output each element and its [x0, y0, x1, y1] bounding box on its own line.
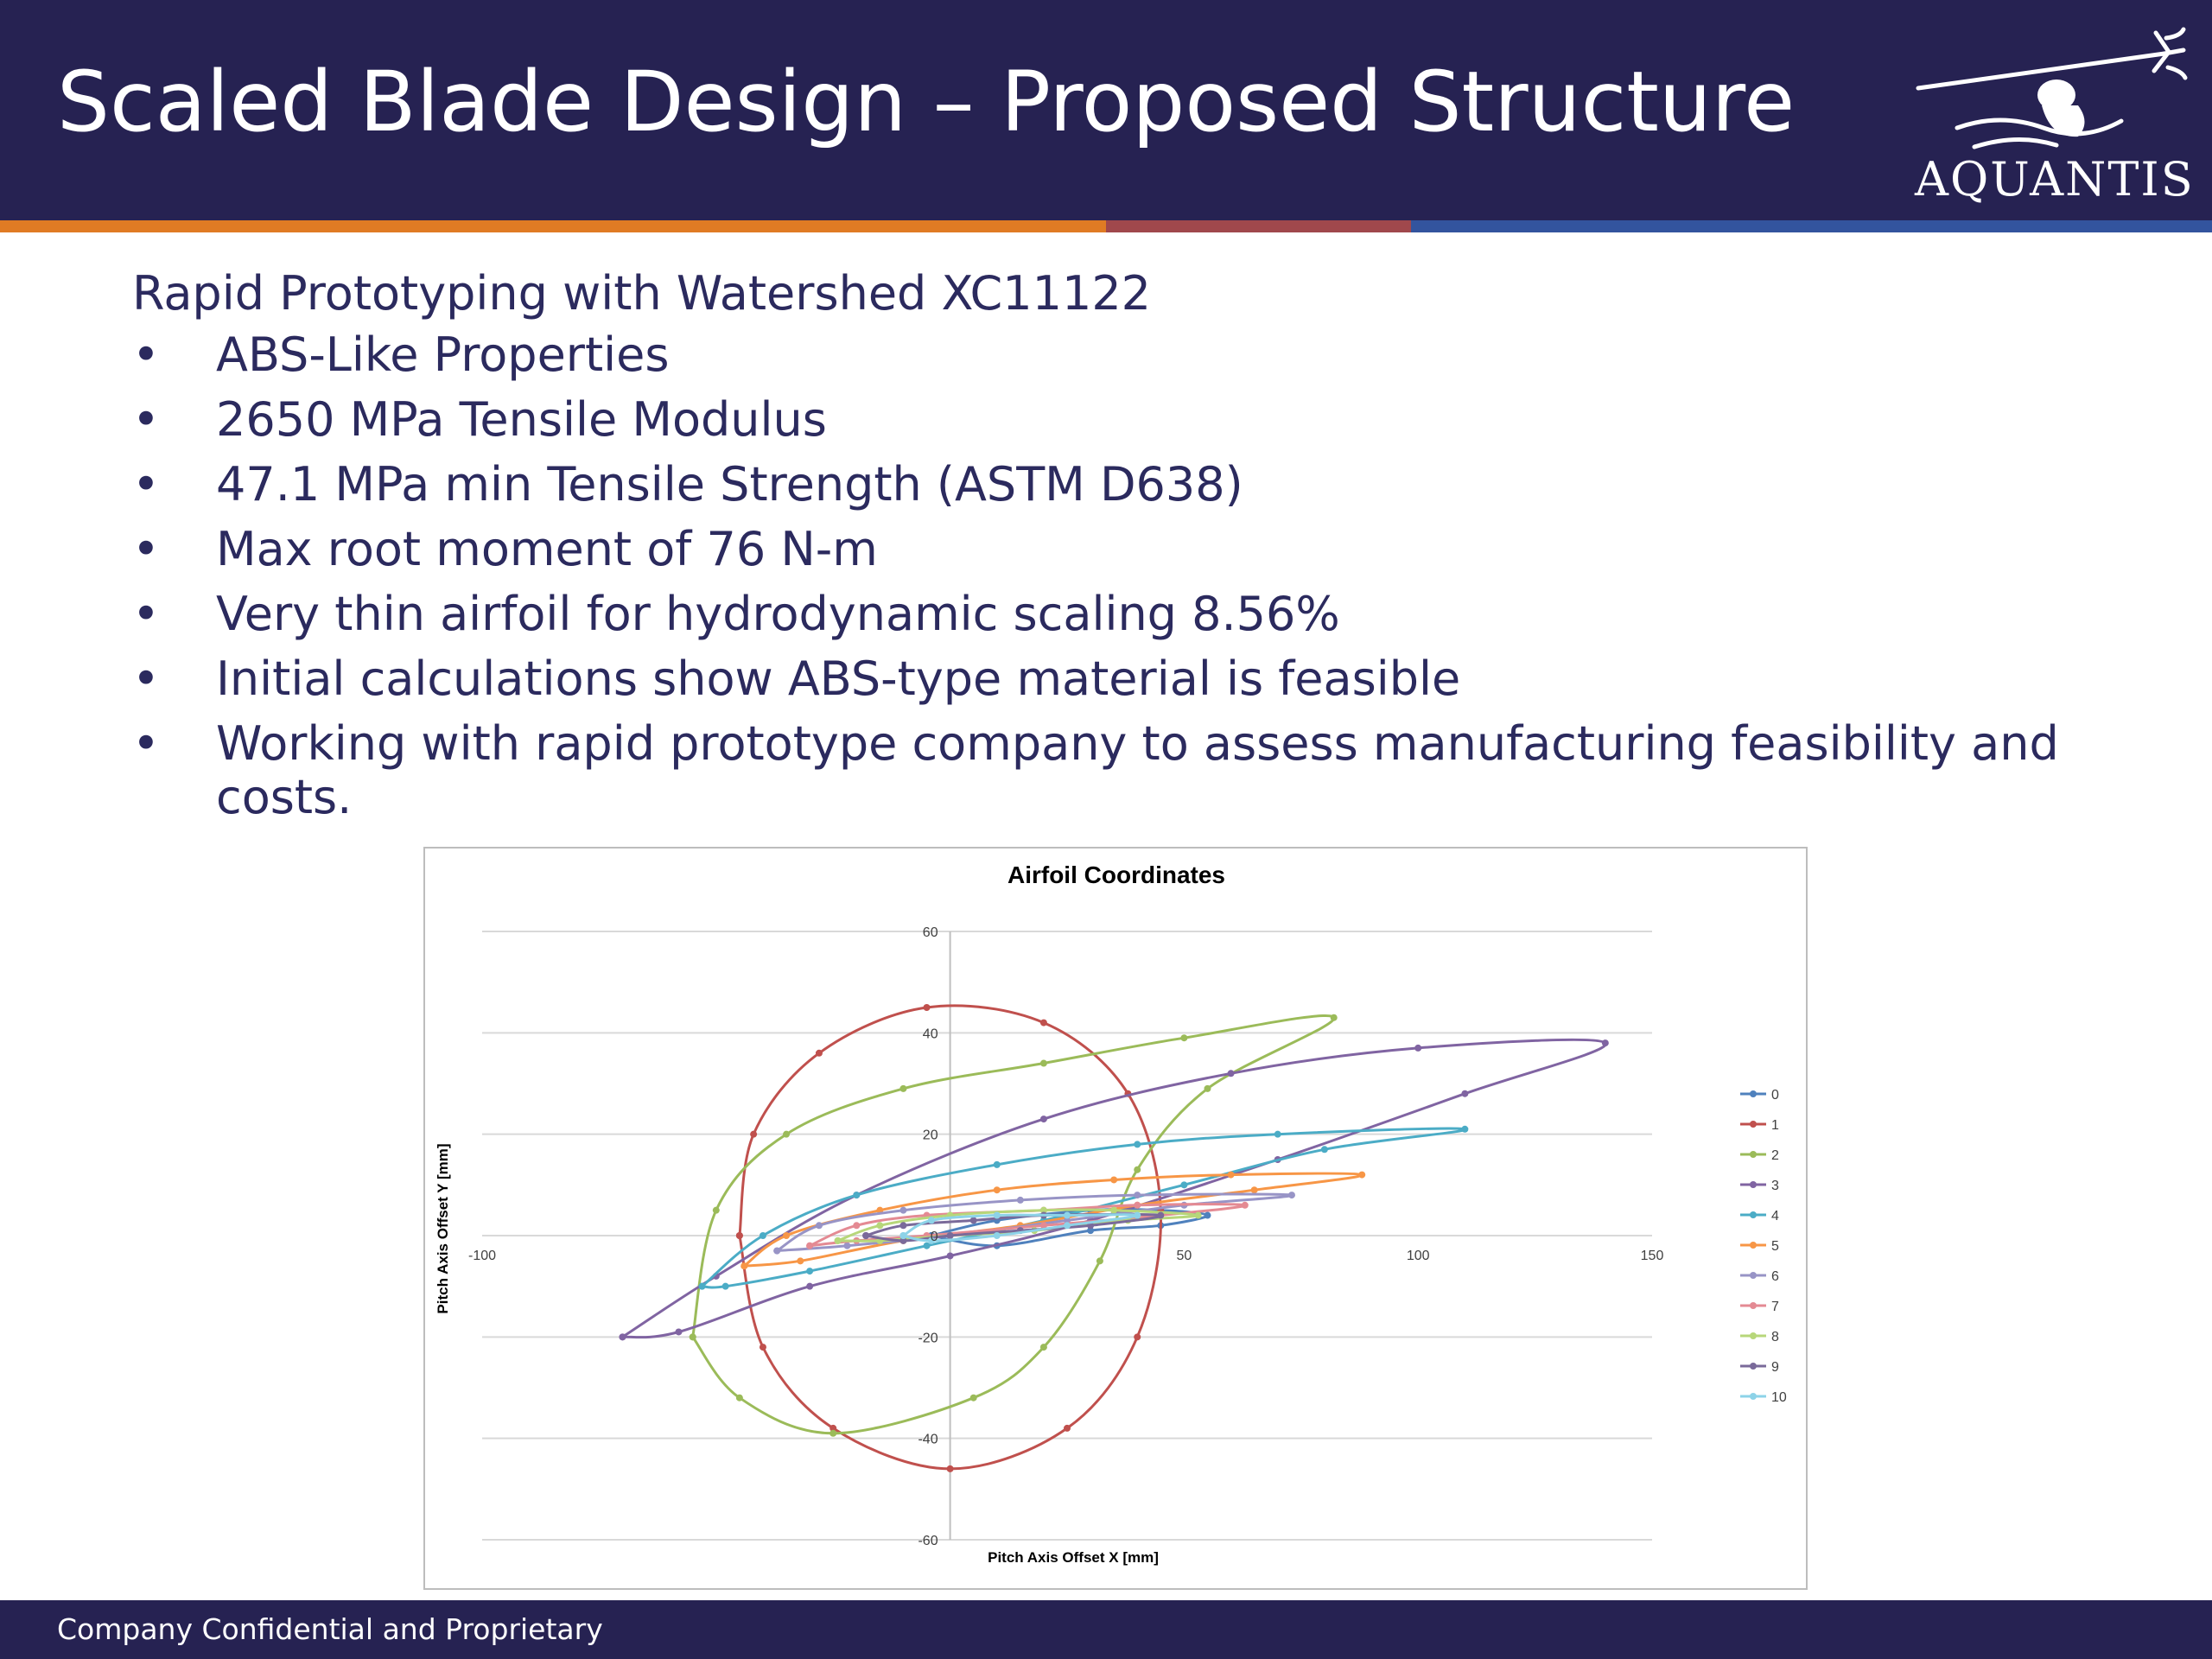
data-point	[760, 1344, 766, 1351]
data-point	[1602, 1039, 1609, 1046]
legend-label: 7	[1771, 1300, 1779, 1314]
data-point	[1096, 1257, 1103, 1264]
data-point	[899, 1232, 906, 1239]
data-point	[797, 1257, 804, 1264]
x-tick-label: -100	[467, 1249, 497, 1263]
y-tick-label: 0	[930, 1230, 938, 1244]
data-point	[783, 1232, 790, 1239]
legend-label: 10	[1771, 1390, 1787, 1405]
legend-label: 6	[1771, 1269, 1779, 1284]
series-3	[619, 1039, 1608, 1340]
x-tick-label: 150	[1640, 1249, 1664, 1263]
bullet-item: • Initial calculations show ABS-type material is feasible	[132, 652, 2120, 706]
y-tick-label: -20	[918, 1331, 938, 1346]
data-point	[1461, 1090, 1468, 1097]
legend-marker	[1750, 1090, 1757, 1097]
data-point	[1134, 1192, 1141, 1198]
data-point	[947, 1232, 954, 1239]
data-point	[1331, 1014, 1338, 1021]
data-point	[1040, 1020, 1047, 1027]
bullet-item: • Working with rapid prototype company to assess manufacturing feasibility and costs.	[132, 717, 2100, 824]
data-point	[853, 1192, 860, 1198]
data-point	[994, 1186, 1001, 1193]
data-point	[675, 1328, 682, 1335]
y-tick-label: 20	[922, 1128, 938, 1143]
chart-title: Airfoil Coordinates	[1007, 861, 1226, 888]
data-point	[1242, 1202, 1249, 1209]
bullet-item: • 2650 MPa Tensile Modulus	[132, 393, 2120, 447]
data-point	[690, 1333, 696, 1340]
data-point	[816, 1050, 823, 1057]
data-point	[1228, 1172, 1235, 1179]
y-tick-label: -40	[918, 1432, 938, 1447]
header-stripe-blue	[1411, 220, 2212, 232]
legend-marker	[1750, 1181, 1757, 1188]
data-point	[1288, 1192, 1295, 1198]
legend-marker	[1750, 1121, 1757, 1128]
data-point	[1134, 1202, 1141, 1209]
data-point	[994, 1161, 1001, 1168]
legend-marker	[1750, 1211, 1757, 1218]
data-point	[1157, 1212, 1164, 1219]
legend-marker	[1750, 1332, 1757, 1339]
data-point	[722, 1283, 729, 1290]
data-point	[1064, 1212, 1071, 1219]
x-tick-label: 100	[1406, 1249, 1430, 1263]
data-point	[1064, 1222, 1071, 1229]
data-point	[1204, 1212, 1211, 1219]
data-point	[741, 1262, 747, 1269]
data-point	[783, 1131, 790, 1138]
airfoil-chart	[423, 847, 1808, 1590]
data-point	[928, 1217, 935, 1224]
logo-text: AQUANTIS	[1915, 152, 2195, 207]
data-point	[899, 1085, 906, 1092]
data-point	[924, 1004, 931, 1011]
series-line	[623, 1039, 1606, 1337]
data-point	[1228, 1070, 1235, 1077]
data-point	[736, 1395, 743, 1402]
chart-x-axis-label: Pitch Axis Offset X [mm]	[988, 1549, 1159, 1566]
bullet-item: • Very thin airfoil for hydrodynamic scaling 8.56%	[132, 588, 2120, 641]
bullet-item: • 47.1 MPa min Tensile Strength (ASTM D638)	[132, 458, 2120, 512]
data-point	[899, 1207, 906, 1214]
data-point	[699, 1283, 706, 1290]
data-point	[1040, 1116, 1047, 1122]
slide-title: Scaled Blade Design – Proposed Structure	[57, 54, 1796, 150]
legend-label: 4	[1771, 1209, 1779, 1224]
data-point	[736, 1232, 743, 1239]
data-point	[899, 1222, 906, 1229]
chart-ticks	[468, 925, 1663, 1548]
data-point	[1134, 1141, 1141, 1147]
data-point	[760, 1232, 766, 1239]
data-point	[1040, 1060, 1047, 1067]
data-point	[994, 1212, 1001, 1219]
legend-label: 1	[1771, 1118, 1779, 1133]
slide-footer	[0, 1600, 2212, 1659]
data-point	[1274, 1131, 1281, 1138]
data-point	[876, 1222, 883, 1229]
chart-y-axis-label: Pitch Axis Offset Y [mm]	[435, 1143, 451, 1314]
data-point	[1414, 1045, 1421, 1052]
legend-marker	[1750, 1242, 1757, 1249]
data-point	[619, 1333, 626, 1340]
data-point	[1110, 1207, 1117, 1214]
y-tick-label: -60	[918, 1534, 938, 1548]
data-point	[970, 1217, 977, 1224]
legend-marker	[1750, 1393, 1757, 1400]
data-point	[853, 1222, 860, 1229]
data-point	[1180, 1181, 1187, 1188]
header-stripe-orange	[0, 220, 1106, 232]
y-tick-label: 40	[922, 1027, 938, 1042]
legend-marker	[1750, 1151, 1757, 1158]
data-point	[994, 1232, 1001, 1239]
data-point	[1134, 1212, 1141, 1219]
legend-marker	[1750, 1302, 1757, 1309]
legend-label: 0	[1771, 1088, 1779, 1103]
data-point	[1017, 1197, 1024, 1204]
bullet-list	[132, 328, 2120, 824]
legend-label: 8	[1771, 1330, 1779, 1344]
series-line	[693, 1015, 1334, 1433]
data-point	[1110, 1176, 1117, 1183]
data-point	[1064, 1425, 1071, 1432]
data-point	[843, 1243, 850, 1249]
data-point	[835, 1237, 842, 1244]
legend-marker	[1750, 1272, 1757, 1279]
data-point	[1180, 1034, 1187, 1041]
chart-series	[619, 1004, 1608, 1472]
data-point	[924, 1243, 931, 1249]
data-point	[750, 1131, 757, 1138]
slide-header	[0, 0, 2212, 220]
data-point	[970, 1395, 977, 1402]
data-point	[806, 1268, 813, 1274]
data-point	[806, 1243, 813, 1249]
y-tick-label: 60	[922, 925, 938, 940]
legend-label: 9	[1771, 1360, 1779, 1375]
bullet-item: • Max root moment of 76 N-m	[132, 523, 2120, 576]
data-point	[1204, 1085, 1211, 1092]
data-point	[806, 1283, 813, 1290]
header-stripe-red	[1106, 220, 1411, 232]
x-tick-label: 50	[1176, 1249, 1192, 1263]
data-point	[862, 1232, 869, 1239]
data-point	[947, 1465, 954, 1472]
legend-label: 2	[1771, 1148, 1779, 1163]
data-point	[1040, 1344, 1047, 1351]
data-point	[1321, 1146, 1328, 1153]
bullet-item: • ABS-Like Properties	[132, 328, 2120, 382]
intro-line: Rapid Prototyping with Watershed XC11122	[132, 266, 1152, 321]
data-point	[1461, 1126, 1468, 1133]
data-point	[1134, 1333, 1141, 1340]
airfoil-chart-svg	[425, 849, 1806, 1588]
data-point	[816, 1222, 823, 1229]
data-point	[1195, 1212, 1202, 1219]
data-point	[1251, 1186, 1258, 1193]
legend-label: 3	[1771, 1179, 1779, 1193]
data-point	[1134, 1166, 1141, 1173]
data-point	[830, 1430, 836, 1437]
slide-content	[132, 259, 2120, 836]
data-point	[713, 1207, 720, 1214]
legend-label: 5	[1771, 1239, 1779, 1254]
data-point	[1358, 1172, 1365, 1179]
data-point	[773, 1248, 780, 1255]
legend-marker	[1750, 1363, 1757, 1370]
data-point	[947, 1252, 954, 1259]
chart-legend	[1740, 1088, 1787, 1405]
footer-text: Company Confidential and Proprietary	[57, 1612, 603, 1646]
